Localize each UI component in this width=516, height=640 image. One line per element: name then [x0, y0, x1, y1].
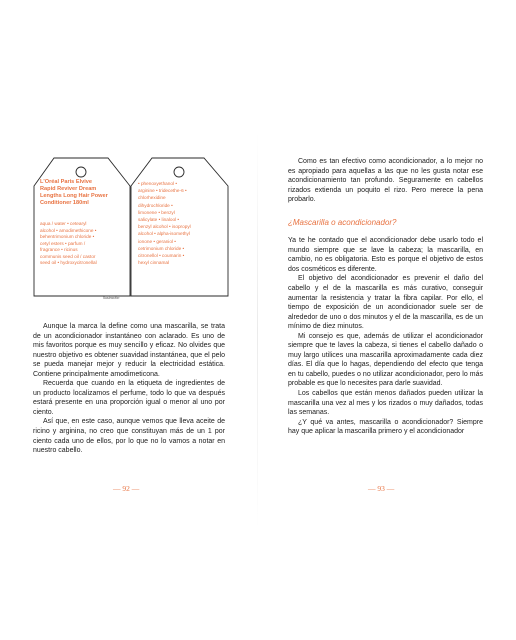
tag-1-ingredients: aqua / water • cetearyl alcohol • amodimethicone • behentrimonium chloride • cetyl esters • parfum / fragrance • ricinus communis seed oil / castor seed oil • hydroxycitronellal: [40, 221, 97, 265]
paragraph: Ya te he contado que el acondicionador debe usarlo todo el mundo siempre que se lave la cabeza; la mascarilla, en cambio, no es obligatoria. Esto es porque el objetivo de estos dos cosméticos es diferente.: [288, 237, 483, 273]
page-number-left: — 92 —: [113, 484, 140, 493]
paragraph: Los cabellos que están menos dañados pueden utilizar la mascarilla una vez al mes y los rizados o muy dañados, todas las semanas.: [288, 390, 483, 417]
paragraph: ¿Y qué va antes, mascarilla o acondicionador? Siempre hay que aplicar la mascarilla primero y el acondicionador: [288, 418, 483, 436]
left-page-body: [33, 322, 225, 456]
illustration-caption: Ilustración: [103, 296, 120, 300]
tag-2-ingredients: • phenoxyethanol • arginine • tridecethe-6 • chlorhexidine dihydrochloride • limonene • benzyl salicylate • linalool • benzyl alcohol • isopropyl alcohol • alpha-isomethyl ionone • geraniol • cetrimonium chloride • citronellol • coumarin • hexyl cinnamal: [138, 181, 191, 266]
book-gutter: [257, 130, 258, 530]
paragraph: El objetivo del acondicionador es prevenir el daño del cabello y el de la mascarilla es más curativo, conseguir aumentar la resistencia y tratar la fibra capilar. Por ello, el tiempo de exposición de un acondicionador suele ser de alrededor de uno o dos minutos y el de la mascarilla, es de un mínimo de diez minutos.: [288, 275, 483, 331]
section-heading: ¿Mascarilla o acondicionador?: [288, 217, 397, 227]
paragraph: Recuerda que cuando en la etiqueta de ingredientes de un producto localizamos el perfume, todo lo que va después estará presente en una proporción igual o menor al uno por ciento.: [33, 380, 225, 416]
paragraph: Aunque la marca la define como una mascarilla, se trata de un acondicionador instantáneo con aclarado. Es uno de mis favoritos porque es muy sencillo y eficaz. No olvides que nuestro objetivo es obtener suavidad instantánea, que el pelo se pueda manejar mejor y reducir la electricidad estática. Contiene principalmente amodimeticona.: [33, 323, 225, 378]
paragraph: Mi consejo es que, además de utilizar el acondicionador siempre que te laves la cabeza, si tienes el cabello dañado o muy largo utilices una mascarilla aproximadamente cada diez días. El día que lo hagas, dependiendo del efecto que tenga en tu cabello, puedes o no utilizar acondicionador, pero lo más probable es que lo necesites para darle suavidad.: [288, 332, 483, 388]
page-number-right: — 93 —: [368, 484, 395, 493]
tag-1-product-title: L'Oréal Paris Elvive Rapid Reviver Dream Lengths Long Hair Power Conditioner 180ml: [40, 179, 108, 206]
paragraph: Así que, en este caso, aunque vemos que lleva aceite de ricino y arginina, no creo que constituyan más de un 1 por ciento cada uno de ellos, por lo que no lo vamos a notar en nuestro cabello.: [33, 418, 225, 455]
right-page-body: [288, 157, 483, 437]
paragraph: Como es tan efectivo como acondicionador, a lo mejor no es apropiado para aquellas a las que no les gusta notar ese acondicionamiento tan profundo. Seguramente en cabellos rizados extienda un poquito el rizo. Pero merece la pena probarlo.: [288, 158, 483, 204]
